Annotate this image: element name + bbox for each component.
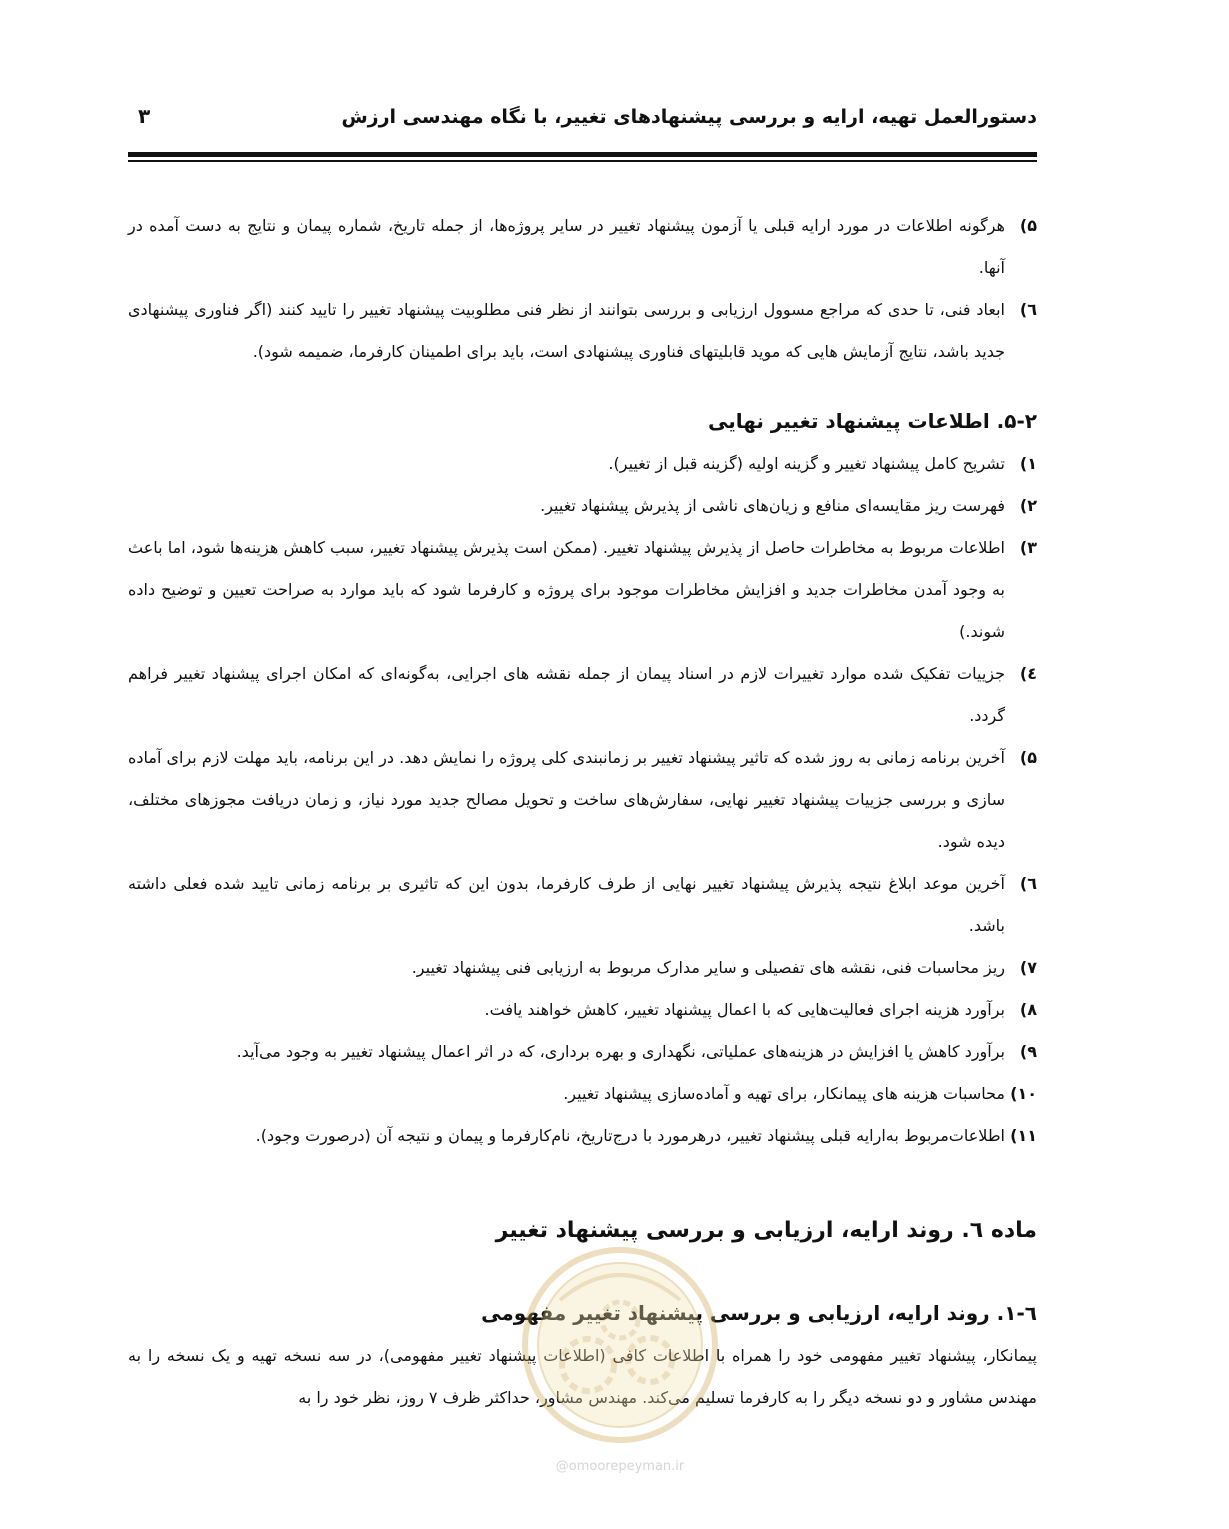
item-number: ۲) [1019,496,1037,515]
page-number: ۳ [138,104,151,128]
item-number: ۵) [1019,748,1037,767]
list-item [128,947,1037,989]
item-number: ۱) [1019,454,1037,473]
list-item [128,485,1037,527]
subsection-heading: ٦-۱. روند ارایه، ارزیابی و بررسی پیشنهاد تغییر مفهومی [481,1301,1037,1325]
item-number: ٦) [1019,300,1037,319]
article-heading: ماده ٦. روند ارایه، ارزیابی و بررسی پیشنهاد تغییر [495,1218,1037,1243]
item-text: اطلاعات‌مربوط به‌ارایه قبلی پیشنهاد تغییر، درهرمورد با درج‌تاریخ، نام‌کارفرما و پیمان و نتیجه آن (درصورت وجود). [255,1126,1005,1145]
item-text: ریز محاسبات فنی، نقشه های تفصیلی و سایر مدارک مربوط به ارزیابی فنی پیشنهاد تغییر. [411,958,1005,977]
list-item [128,737,1037,863]
item-text: اطلاعات مربوط به مخاطرات حاصل از پذیرش پیشنهاد تغییر. (ممکن است پذیرش پیشنهاد تغییر، سبب کاهش هزینه‌ها شود، اما باعث به وجود آمدن مخاطرات جدید و افزایش مخاطرات موجود برای پروژه و کارفرما شود که باید موارد به صراحت تعیین و توضیح داده شوند.) [128,538,1005,641]
item-number: ۱۰) [1010,1084,1037,1103]
list-item [128,989,1037,1031]
list-item [128,863,1037,947]
item-text: آخرین موعد ابلاغ نتیجه پذیرش پیشنهاد تغییر نهایی از طرف کارفرما، بدون این که تاثیری بر برنامه زمانی تایید شده فعلی داشته باشد. [128,874,1005,935]
list-item [128,443,1037,485]
item-text: ابعاد فنی، تا حدی که مراجع مسوول ارزیابی و بررسی بتوانند از نظر فنی مطلوبیت پیشنهاد تغییر را تایید کنند (اگر فناوری پیشنهادی جدید باشد، نتایج آزمایش هایی که موید قابلیتهای فناوری پیشنهادی است، باید برای اطمینان کارفرما، ضمیمه شود). [128,300,1005,361]
list-item [128,653,1037,737]
list-item [128,205,1037,289]
item-text: محاسبات هزینه های پیمانکار، برای تهیه و آماده‌سازی پیشنهاد تغییر. [563,1084,1005,1103]
header-title: دستورالعمل تهیه، ارایه و بررسی پیشنهادهای تغییر، با نگاه مهندسی ارزش [341,106,1037,128]
item-text: آخرین برنامه زمانی به روز شده که تاثیر پیشنهاد تغییر بر زمانبندی کلی پروژه را نمایش دهد. در این برنامه، باید مهلت لازم برای آماده سازی و بررسی جزییات پیشنهاد تغییر نهایی، سفارش‌های ساخت و تحویل مصالح جدید مورد نیاز، و زمان دریافت مجوزهای مختلف، دیده شود. [128,748,1005,851]
item-number: ۵) [1019,216,1037,235]
item-number: ۱۱) [1010,1126,1037,1145]
item-text: برآورد کاهش یا افزایش در هزینه‌های عملیاتی، نگهداری و بهره برداری، که در اثر اعمال پیشنهاد تغییر به وجود می‌آید. [236,1042,1005,1061]
list-item [128,527,1037,653]
item-text: برآورد هزینه اجرای فعالیت‌هایی که با اعمال پیشنهاد تغییر، کاهش خواهند یافت. [484,1000,1005,1019]
page-header [128,100,1037,140]
page-content [128,205,1037,1419]
item-text: فهرست ریز مقایسه‌ای منافع و زیان‌های ناشی از پذیرش پیشنهاد تغییر. [540,496,1005,515]
item-text: جزییات تفکیک شده موارد تغییرات لازم در اسناد پیمان از جمله نقشه های اجرایی، به‌گونه‌ای که امکان اجرای پیشنهاد تغییر فراهم گردد. [128,664,1005,725]
watermark-url: @omoorepeyman.ir [555,1459,685,1474]
list-item [128,289,1037,373]
header-rule-thick [128,152,1037,157]
item-number: ۸) [1019,1000,1037,1019]
list-item [128,1115,1037,1157]
section-heading: ۵-۲. اطلاعات پیشنهاد تغییر نهایی [707,409,1037,433]
list-item [128,1073,1037,1115]
item-number: ۹) [1019,1042,1037,1061]
item-text: تشریح کامل پیشنهاد تغییر و گزینه اولیه (گزینه قبل از تغییر). [608,454,1005,473]
list-item [128,1031,1037,1073]
item-number: ۷) [1019,958,1037,977]
item-number: ٤) [1019,664,1037,683]
item-number: ۳) [1019,538,1037,557]
item-text: هرگونه اطلاعات در مورد ارایه قبلی یا آزمون پیشنهاد تغییر در سایر پروژه‌ها، از جمله تاریخ، شماره پیمان و نتایج به دست آمده در آنها. [128,216,1005,277]
header-rule-thin [128,160,1037,162]
body-paragraph: پیمانکار، پیشنهاد تغییر مفهومی خود را همراه با اطلاعات کافی (اطلاعات پیشنهاد تغییر مفهومی)، در سه نسخه تهیه و یک نسخه را به مهندس مشاور و دو نسخه دیگر را به کارفرما تسلیم می‌کند. مهندس مشاور، حداکثر ظرف ۷ روز، نظر خود را به [128,1346,1037,1407]
item-number: ٦) [1019,874,1037,893]
